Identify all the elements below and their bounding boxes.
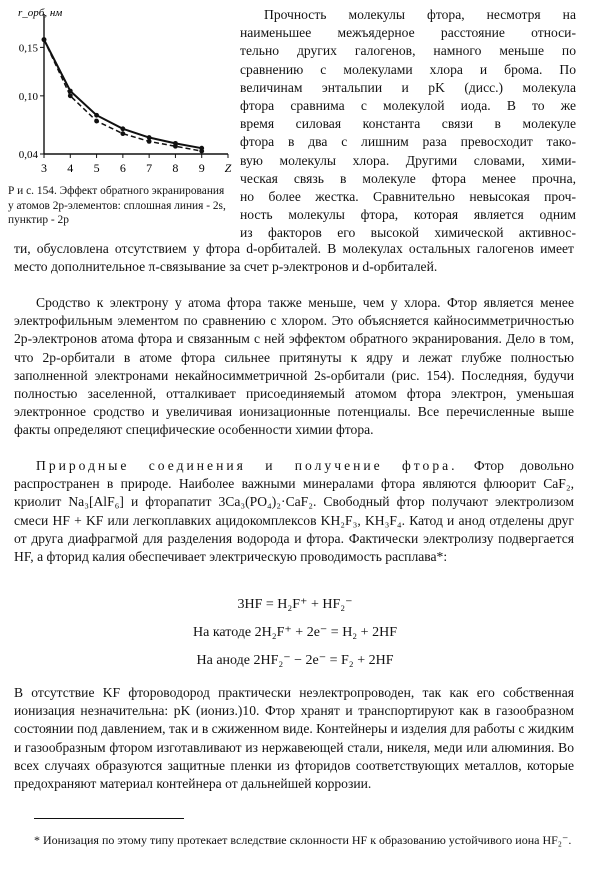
paragraph-line: наименьшее межъядерное расстояние относи-: [240, 25, 576, 41]
x-tick-label: 8: [172, 161, 179, 175]
equation-hf-dissociation: 3HF = H₂F⁺ + HF₂⁻: [237, 597, 353, 612]
paragraph-line: ность молекулы фтора, которая является одним: [240, 207, 576, 223]
paragraph-natural-compounds: [14, 457, 574, 566]
section-heading: Природные соединения и получение фтора.: [36, 458, 458, 473]
section-text: Фтор довольно распространен в природе. Наиболее важными минералами фтора являются флюорит CaF₂, криолит Na₃[AlF₆] и фторапатит 3Ca₃(PO₄)₂·CaF₂. Свободный фтор получают электролизом смеси HF + KF или легкоплавких ацидокомплексов KH₂F₃, KH₃F₄. Катод и анод отделены друг от друга диафрагмой для разделения водорода и фтора. Фактически электролизу подвергается HF, а фторид калия обеспечивает электрическую проводимость расплава*:: [14, 458, 574, 565]
footnote: * Ионизация по этому типу протекает вследствие склонности HF к образованию устойчивого иона HF₂⁻.: [34, 833, 572, 847]
equation-anode: На аноде 2HF₂⁻ − 2e⁻ = F₂ + 2HF: [196, 653, 394, 668]
figure-caption: Р и с. 154. Эффект обратного экранирования у атомов 2p-элементов: сплошная линия - 2s, пунктир - 2p: [8, 185, 226, 227]
paragraph-electron-affinity: Сродство к электрону у атома фтора также меньше, чем у хлора. Фтор является менее электрофильным элементом по сравнению с хлором. Это объясняется кайносимметричностью 2p-электронов атома фтора и связанным с ней эффектом обратного экранирования. Дело в том, что 2p-орбитали в атоме фтора сильнее притянуты к ядру и лежат глубже полностью заполненной электронами некайносимметричной 2s-орбитали (рис. 154). Последняя, будучи полностью заселенной, отталкивает присоединяемый атомом фтора электрон, уменьшая электронное сродство и увеличивая ионизационные потенциалы. Все перечисленные выше факты определяют специфические особенности химии фтора.: [14, 295, 574, 438]
paragraph-bond-strength-tail: ти, обусловлена отсутствием у фтора d-орбиталей. В молекулах остальных галогенов имеет место дополнительное π-связывание за счет p-электронов и d-орбиталей.: [14, 241, 574, 275]
x-tick-label: 5: [93, 161, 100, 175]
y-tick-label: 0,10: [18, 90, 38, 103]
paragraph-line: ческая связь в молекуле фтора менее прочна,: [240, 170, 576, 186]
paragraph-line: но более жестка. Сравнительно невысокая проч-: [240, 189, 576, 204]
footnote-rule: [34, 818, 184, 819]
data-point-2p: [173, 144, 178, 149]
x-tick-label: 4: [67, 161, 74, 175]
x-tick-label: 7: [146, 161, 153, 175]
paragraph-line: фтора сравнима с молекулой иода. В то же: [240, 98, 576, 113]
x-tick-label: 9: [198, 161, 205, 175]
equation-cathode: На катоде 2H₂F⁺ + 2e⁻ = H₂ + 2HF: [193, 625, 397, 640]
paragraph-line: сравнению с молекулами хлора и брома. По: [240, 61, 576, 77]
paragraph-line: время силовая константа связи в молекуле: [240, 116, 576, 132]
y-tick-label: 0,04: [18, 149, 38, 161]
y-axis-label: r_орб, нм: [18, 7, 63, 19]
paragraph-line: тельно других галогенов, намного меньше по: [240, 43, 576, 59]
figure-154: [2, 4, 240, 227]
paragraph-line: фтора в два с лишним раза превосходит тако-: [240, 134, 576, 150]
orbital-radius-chart: [2, 4, 240, 182]
x-tick-label: 3: [41, 161, 47, 175]
data-point-2p: [147, 139, 152, 144]
y-tick-label: 0,15: [18, 42, 38, 55]
data-point-2p: [120, 131, 125, 136]
paragraph-line: Прочность молекулы фтора, несмотря на: [264, 7, 576, 22]
paragraph-line: из факторов его высокой химической активнос-: [240, 225, 576, 241]
paragraph-line: вую молекулы хлора. Другими словами, хими-: [240, 152, 576, 168]
data-point-2s: [120, 126, 125, 131]
data-point-2s: [94, 113, 99, 118]
x-tick-label: Z: [224, 161, 232, 175]
data-point-2p: [42, 37, 47, 42]
data-point-2p: [68, 93, 73, 98]
data-point-2p: [199, 149, 204, 154]
data-point-2p: [94, 119, 99, 124]
x-tick-label: 6: [119, 161, 126, 175]
paragraph-storage: В отсутствие KF фтороводород практически неэлектропроводен, так как его собственная ионизация незначительна: pK (иониз.)10. Фтор хранят и транспортируют как в газообразном состоянии под давлением, так и в сжиженном виде. Контейнеры и изделия для работы с жидким и газообразным фтором изготавливают из нержавеющей стали, никеля, меди или алюминия. Во всех случаях образуются защитные пленки из фторидов соответствующих металлов, которые предохраняют материал контейнера от дальнейшей коррозии.: [14, 685, 574, 792]
paragraph-line: величинам энтальпии и pK (дисс.) молекула: [240, 79, 576, 95]
